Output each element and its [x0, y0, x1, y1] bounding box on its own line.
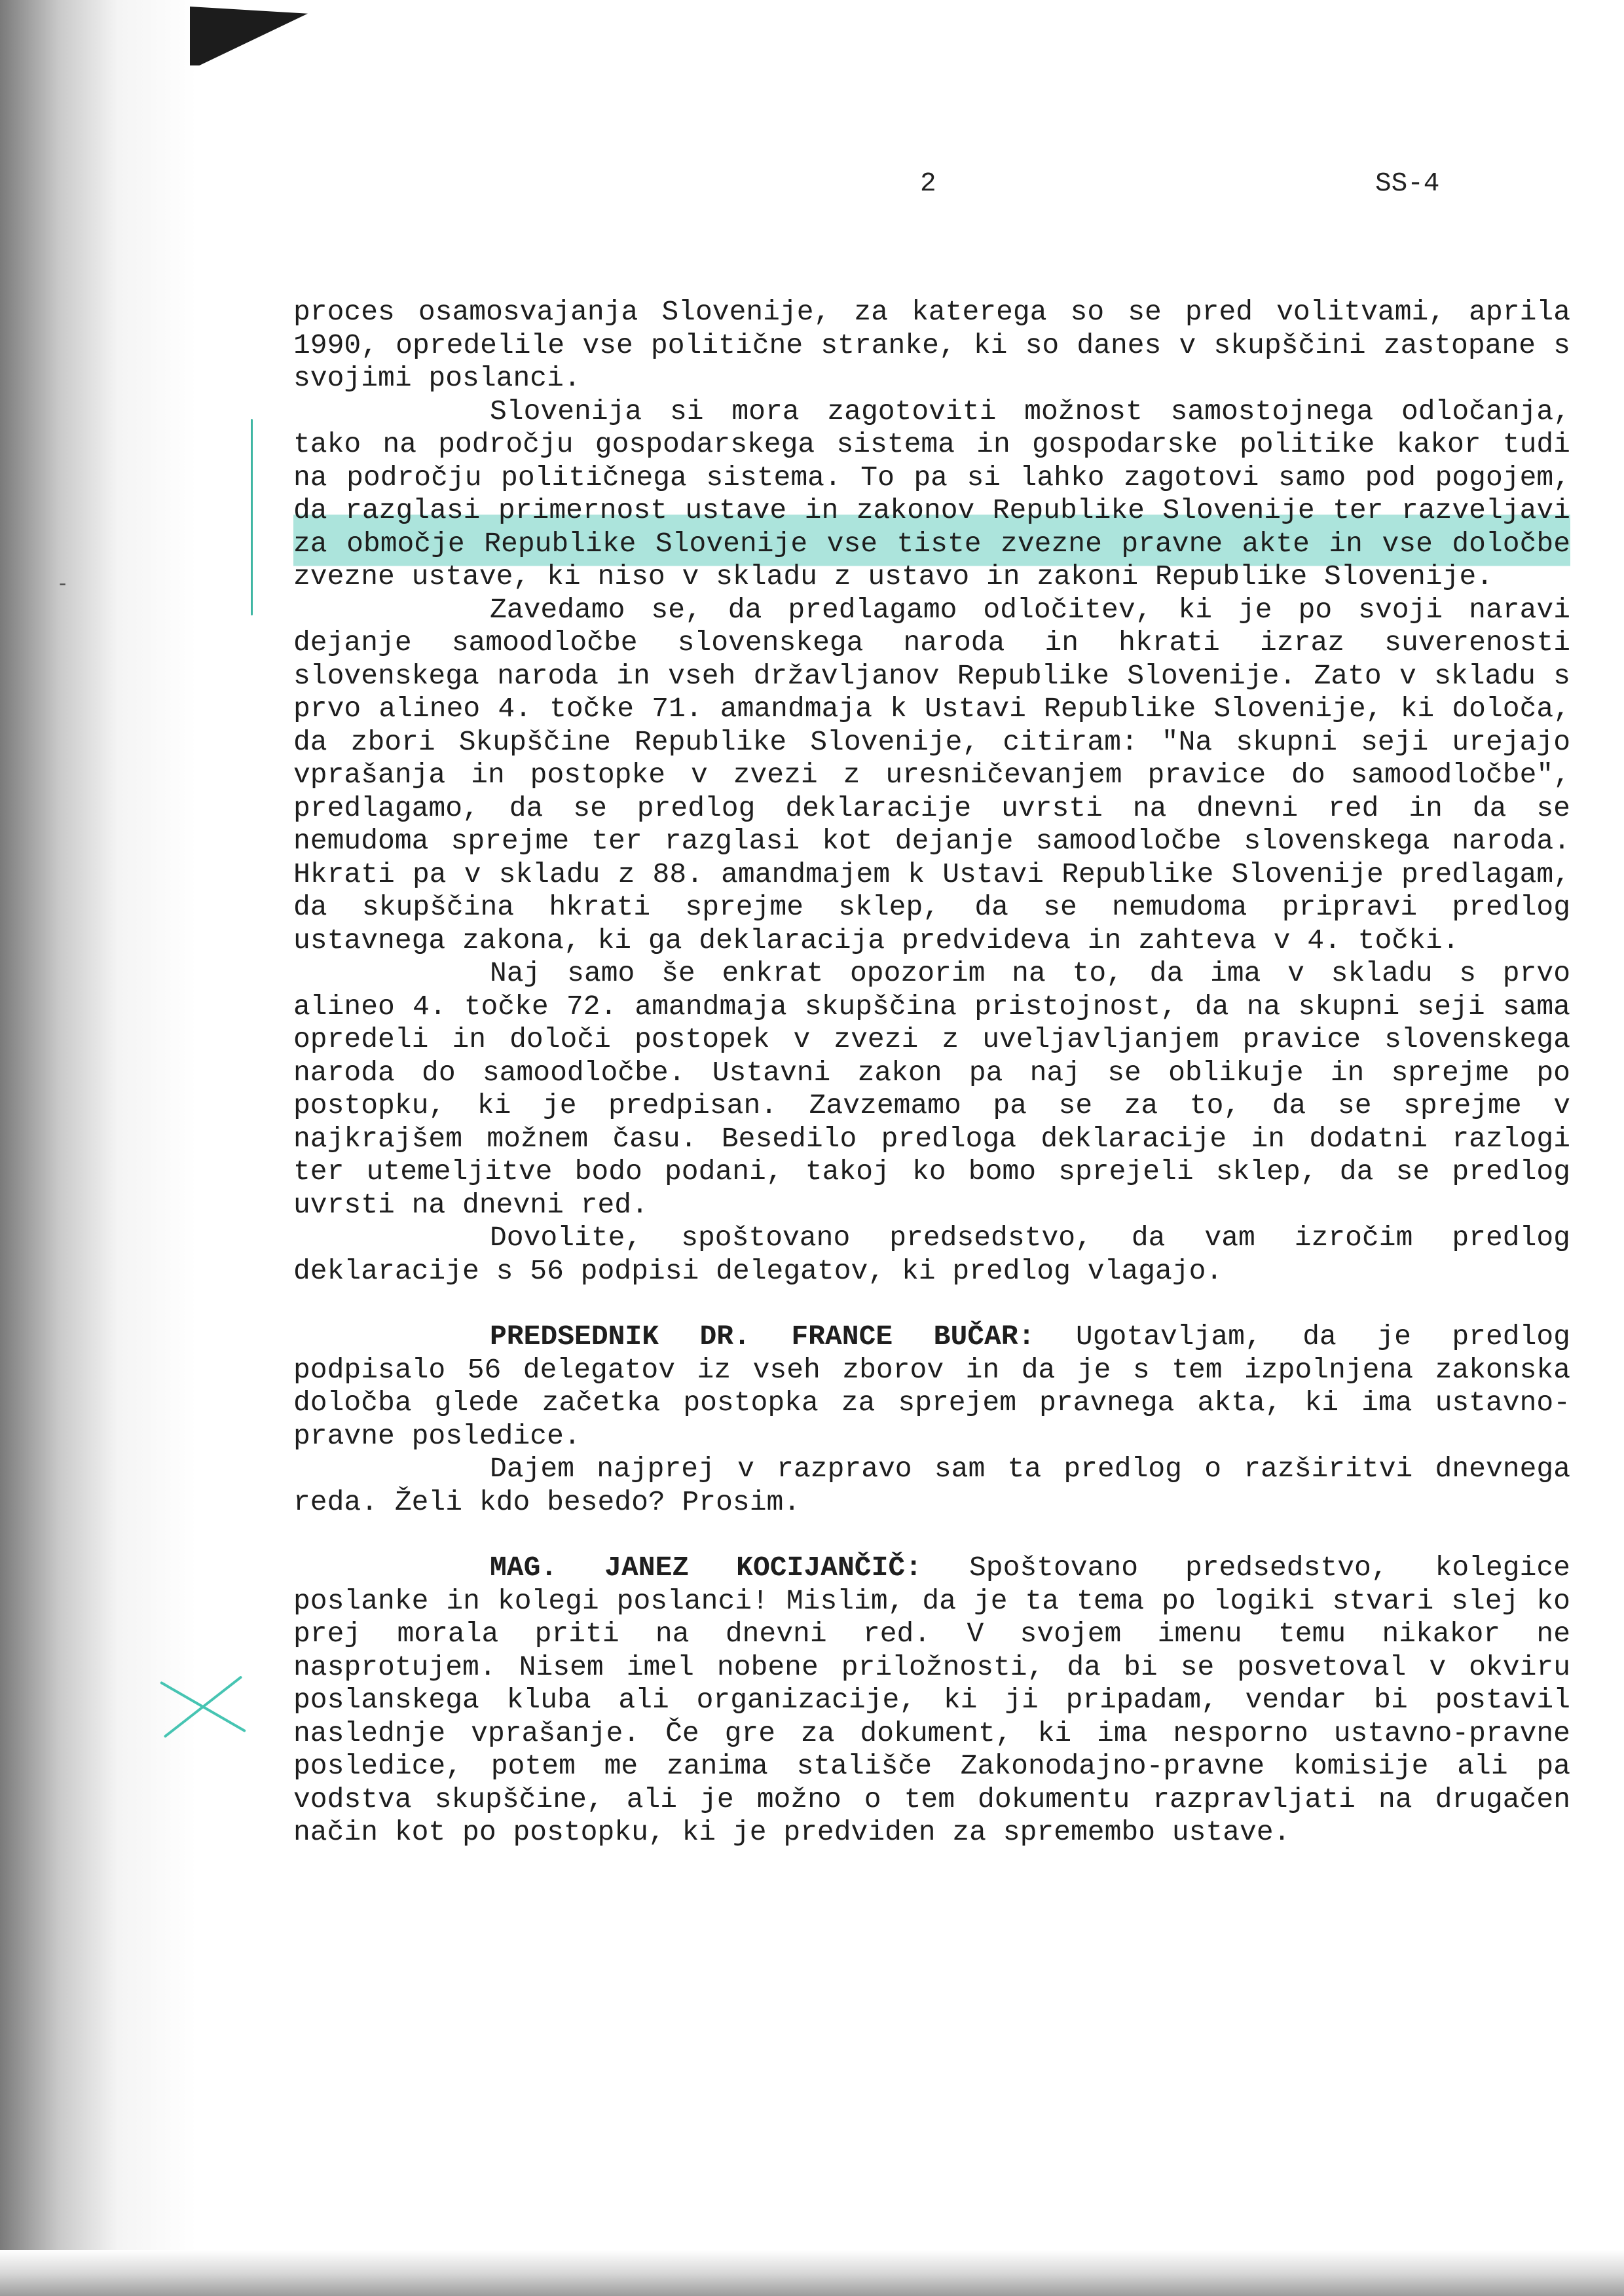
- paragraph-slovenia-decision: Slovenija si mora zagotoviti možnost samostojnega odločanja, tako na področju gospodarskega sistema in gospodarske politike kakor tudi na področju političnega sistema. To pa si lahko zagotovi samo pod pogojem, da razglasi primernost ustave in zakonov Republike Slovenije ter razveljavi za območje Republike Slovenije vse tiste zvezne pravne akte in vse določbe zvezne ustave, ki niso v skladu z ustavo in zakoni Republike Slovenije.: [293, 395, 1570, 592]
- handwritten-x-mark: [154, 1673, 232, 1745]
- paragraph-submission: Dovolite, spoštovano predsedstvo, da vam izročim predlog deklaracije s 56 podpisi delegatov, ki predlog vlagajo.: [293, 1222, 1570, 1287]
- document-code: SS-4: [1375, 169, 1440, 199]
- speaker-text: Ugotavljam, da je predlog podpisalo 56 delegatov iz vseh zborov in da je s tem izpolnjena zakonska določba glede začetka postopka za sprejem pravnega akta, ki ima ustavno-pravne posledice.: [293, 1321, 1570, 1452]
- paragraph-self-determination: Zavedamo se, da predlagamo odločitev, ki je po svoji naravi dejanje samoodločbe slovenskega naroda in hkrati izraz suverenosti slovenskega naroda in vseh državljanov Republike Slovenije. Zato v skladu s prvo alineo 4. točke 71. amandmaja k Ustavi Republike Slovenije, ki določa, da zbori Skupščine Republike Slovenije, citiram: "Na skupni seji urejajo vprašanja in postopke v zvezi z uresničevanjem pravice do samoodločbe", predlagamo, da se predlog deklaracije uvrsti na dnevni red in da se nemudoma sprejme ter razglasi kot dejanje samoodločbe slovenskega naroda. Hkrati pa v skladu z 88. amandmajem k Ustavi Republike Slovenije predlagam, da skupščina hkrati sprejme sklep, da se nemudoma pripravi predlog ustavnega zakona, ki ga deklaracija predvideva in zahteva v 4. točki.: [293, 593, 1570, 957]
- transcript-body: [293, 296, 1570, 1850]
- page-number: 2: [920, 169, 936, 199]
- scan-shadow-bottom: [0, 2250, 1624, 2296]
- speaker-name: MAG. JANEZ KOCIJANČIČ:: [490, 1552, 922, 1584]
- scan-shadow-left: [0, 0, 196, 2296]
- paragraph-continuation: proces osamosvajanja Slovenije, za katerega so se pred volitvami, aprila 1990, opredelile vse politične stranke, ki so danes v skupščini zastopane s svojimi poslanci.: [293, 296, 1570, 394]
- speaker-text: Spoštovano predsedstvo, kolegice poslanke in kolegi poslanci! Mislim, da je ta tema po logiki stvari slej ko prej morala priti na dnevni red. V svojem imenu temu nikakor ne nasprotujem. Nisem imel nobene priložnosti, da bi se posvetoval v okviru poslanskega kluba ali organizacije, ki ji pripadam, vendar bi postavil naslednje vprašanje. Če gre za dokument, ki ima nesporno ustavno-pravne posledice, potem me zanima stališče Zakonodajno-pravne komisije ali pa vodstva skupščine, ali je možno o tem dokumentu razpravljati na drugačen način kot po postopku, ki je predviden za spremembo ustave.: [293, 1552, 1570, 1848]
- stray-scan-mark: -: [59, 571, 67, 596]
- paragraph-discussion: Dajem najprej v razpravo sam ta predlog o razširitvi dnevnega reda. Želi kdo besedo? Prosim.: [293, 1453, 1570, 1518]
- paragraph-president: [293, 1321, 1570, 1453]
- paragraph-kocijancic: [293, 1552, 1570, 1850]
- speaker-name: PREDSEDNIK DR. FRANCE BUČAR:: [490, 1321, 1035, 1353]
- scan-dark-corner: [190, 7, 308, 65]
- paragraph-procedure: Naj samo še enkrat opozorim na to, da ima v skladu s prvo alineo 4. točke 72. amandmaja skupščina pristojnost, da na skupni seji sama opredeli in določi postopek v zvezi z uveljavljanjem pravice slovenskega naroda do samoodločbe. Ustavni zakon pa naj se oblikuje in sprejme po postopku, ki je predpisan. Zavzemamo pa se za to, da se sprejme v najkrajšem možnem času. Besedilo predloga deklaracije in dodatni razlogi ter utemeljitve bodo podani, takoj ko bomo sprejeli sklep, da se predlog uvrsti na dnevni red.: [293, 957, 1570, 1221]
- highlighter-margin-line: [251, 419, 253, 615]
